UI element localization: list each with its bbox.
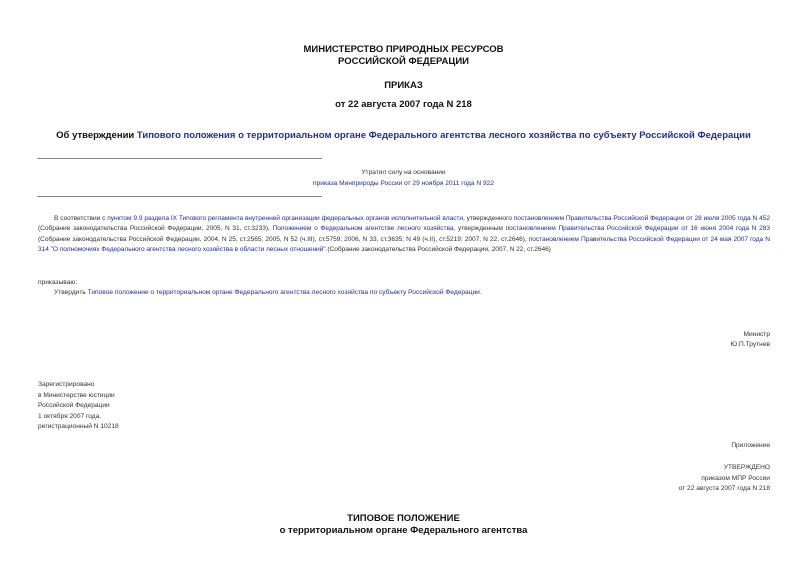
link-resolution-283[interactable]: постановлением Правительства Российской Федерации от 16 июня 2004 года N 283 bbox=[505, 225, 771, 233]
approve-line bbox=[54, 288, 774, 298]
typical-title: ТИПОВОЕ ПОЛОЖЕНИЕ bbox=[347, 513, 460, 524]
approve-link[interactable]: Типовое положение о территориальном органе Федерального агентства лесного хозяйства по субъекту Российской Федерации bbox=[87, 289, 480, 296]
divider-bottom bbox=[37, 196, 322, 197]
preamble-text-4: , утвержденным bbox=[453, 225, 506, 233]
appendix-approved: УТВЕРЖДЕНО bbox=[723, 464, 770, 471]
status-link-line bbox=[180, 179, 627, 189]
ministry-line-1: МИНИСТЕРСТВО ПРИРОДНЫХ РЕСУРСОВ bbox=[303, 44, 504, 55]
registration-line-1: Зарегистрировано bbox=[38, 381, 95, 388]
approve-text: Утвердить bbox=[54, 289, 88, 296]
appendix-label: Приложение bbox=[731, 442, 770, 449]
typical-subtitle: о территориальном органе Федерального агентства bbox=[279, 525, 528, 536]
signature-name: Ю.П.Трутнев bbox=[730, 341, 770, 348]
document-type: ПРИКАЗ bbox=[384, 80, 423, 91]
registration-line-5: регистрационный N 10218 bbox=[38, 423, 119, 430]
preamble-text-6: (Собрание законодательства Российской Федерации, 2007, N 22, ст.2646) bbox=[325, 246, 551, 254]
signature-role: Министр bbox=[743, 331, 770, 338]
link-resolution-452[interactable]: постановлением Правительства Российской Федерации от 28 июля 2005 года N 452 bbox=[513, 215, 770, 222]
preamble-text-3: (Собрание законодательства Российской Федерации, 2005, N 31, ст.3233), bbox=[38, 225, 273, 233]
appendix-order-date: от 22 августа 2007 года N 218 bbox=[678, 485, 770, 492]
link-forestry-agency-regulation[interactable]: Положением о Федеральном агентстве лесного хозяйства bbox=[272, 225, 454, 233]
document-date: от 22 августа 2007 года N 218 bbox=[335, 99, 472, 110]
preamble-paragraph bbox=[38, 214, 770, 256]
preamble-text-5: (Собрание законодательства Российской Федерации, 2004, N 25, ст.2565; 2005, N 52 (ч.III), ст.5759; 2006, N 33, ст.3635; N 49 (ч.II), ст.5219; 2007, N 22, ст.2646), bbox=[38, 235, 529, 243]
status-link[interactable]: приказа Минприроды России от 29 ноября 2011 года N 922 bbox=[313, 180, 494, 187]
registration-line-3: Российской Федерации bbox=[38, 402, 110, 409]
divider-top bbox=[37, 158, 322, 159]
title-link[interactable]: Типового положения о территориальном органе Федерального агентства лесного хозяйства по субъекту Российской Федерации bbox=[136, 130, 751, 141]
appendix-by-order: приказом МПР России bbox=[701, 474, 770, 482]
status-note: Утратил силу на основании bbox=[361, 169, 446, 176]
registration-line-2: в Министерстве юстиции bbox=[38, 391, 115, 399]
approve-end: . bbox=[479, 289, 482, 296]
order-word: приказываю: bbox=[38, 279, 78, 286]
link-resolution-314[interactable]: постановлением Правительства Российской Федерации от 24 мая 2007 года N 314 "О полномочиях Федерального агентства лесного хозяйства в области лесных отношений" bbox=[38, 235, 770, 254]
title-prefix: Об утверждении bbox=[56, 130, 137, 141]
registration-line-4: 1 октября 2007 года, bbox=[38, 412, 102, 420]
ministry-line-2: РОССИЙСКОЙ ФЕДЕРАЦИИ bbox=[337, 56, 469, 67]
link-regulation-9-9[interactable]: пунктом 9.9 раздела IX Типового регламента внутренней организации федеральных органов исполнительной власти bbox=[107, 215, 463, 222]
preamble-text-2: , утвержденного bbox=[462, 215, 514, 222]
preamble-text-1: В соответствии с bbox=[54, 215, 108, 222]
document-title bbox=[0, 130, 807, 142]
